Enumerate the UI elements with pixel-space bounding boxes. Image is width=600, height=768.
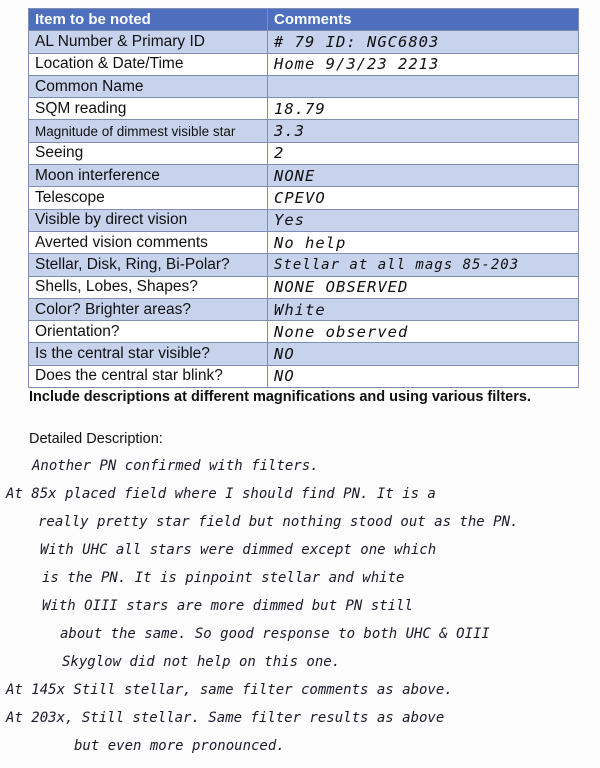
table-row bbox=[29, 321, 579, 343]
description-line: At 145x Still stellar, same filter comments as above. bbox=[6, 682, 453, 698]
table-row bbox=[29, 120, 579, 142]
row-label: Common Name bbox=[29, 75, 268, 97]
row-value: 2 bbox=[268, 142, 579, 164]
description-line: With OIII stars are more dimmed but PN still bbox=[42, 598, 413, 614]
row-label: Magnitude of dimmest visible star bbox=[29, 120, 268, 142]
row-value: Yes bbox=[268, 209, 579, 231]
row-label: Orientation? bbox=[29, 321, 268, 343]
table-row bbox=[29, 31, 579, 53]
description-line: At 203x, Still stellar. Same filter results as above bbox=[6, 710, 445, 726]
row-value: Stellar at all mags 85-203 bbox=[268, 254, 579, 276]
table-row bbox=[29, 53, 579, 75]
observation-table bbox=[28, 8, 579, 388]
row-value: NONE OBSERVED bbox=[268, 276, 579, 298]
table-row bbox=[29, 142, 579, 164]
description-line: really pretty star field but nothing stood out as the PN. bbox=[38, 514, 519, 530]
row-value: 3.3 bbox=[268, 120, 579, 142]
row-value: NONE bbox=[268, 165, 579, 187]
row-value: CPEVO bbox=[268, 187, 579, 209]
description-line: but even more pronounced. bbox=[74, 738, 285, 754]
row-value: White bbox=[268, 298, 579, 320]
description-line: Skyglow did not help on this one. bbox=[62, 654, 341, 670]
table-row bbox=[29, 187, 579, 209]
header-comments: Comments bbox=[268, 9, 579, 31]
description-body bbox=[2, 452, 592, 760]
table-row bbox=[29, 165, 579, 187]
row-value: No help bbox=[268, 231, 579, 253]
row-label: Seeing bbox=[29, 142, 268, 164]
table-row bbox=[29, 231, 579, 253]
row-label: Moon interference bbox=[29, 165, 268, 187]
row-value: # 79 ID: NGC6803 bbox=[268, 31, 579, 53]
table-row bbox=[29, 254, 579, 276]
row-label: Stellar, Disk, Ring, Bi-Polar? bbox=[29, 254, 268, 276]
table-row bbox=[29, 276, 579, 298]
table-row bbox=[29, 298, 579, 320]
row-value bbox=[268, 75, 579, 97]
row-label: Location & Date/Time bbox=[29, 53, 268, 75]
row-label: Visible by direct vision bbox=[29, 209, 268, 231]
description-label: Detailed Description: bbox=[29, 431, 163, 447]
row-label: Is the central star visible? bbox=[29, 343, 268, 365]
row-value: 18.79 bbox=[268, 98, 579, 120]
description-line: is the PN. It is pinpoint stellar and white bbox=[42, 570, 405, 586]
row-value: None observed bbox=[268, 321, 579, 343]
table-row bbox=[29, 365, 579, 387]
table-header-row bbox=[29, 9, 579, 31]
row-label: Telescope bbox=[29, 187, 268, 209]
table-row bbox=[29, 343, 579, 365]
row-label: Does the central star blink? bbox=[29, 365, 268, 387]
row-value: NO bbox=[268, 365, 579, 387]
row-value: NO bbox=[268, 343, 579, 365]
instructions-text: Include descriptions at different magnifications and using various filters. bbox=[29, 389, 531, 405]
row-label: Color? Brighter areas? bbox=[29, 298, 268, 320]
row-label: SQM reading bbox=[29, 98, 268, 120]
table-row bbox=[29, 209, 579, 231]
header-item: Item to be noted bbox=[29, 9, 268, 31]
table-row bbox=[29, 75, 579, 97]
table-row bbox=[29, 98, 579, 120]
row-label: AL Number & Primary ID bbox=[29, 31, 268, 53]
description-line: Another PN confirmed with filters. bbox=[32, 458, 319, 474]
row-label: Averted vision comments bbox=[29, 231, 268, 253]
description-line: about the same. So good response to both UHC & OIII bbox=[60, 626, 490, 642]
row-value: Home 9/3/23 2213 bbox=[268, 53, 579, 75]
row-label: Shells, Lobes, Shapes? bbox=[29, 276, 268, 298]
description-line: At 85x placed field where I should find PN. It is a bbox=[6, 486, 436, 502]
description-line: With UHC all stars were dimmed except one which bbox=[40, 542, 437, 558]
